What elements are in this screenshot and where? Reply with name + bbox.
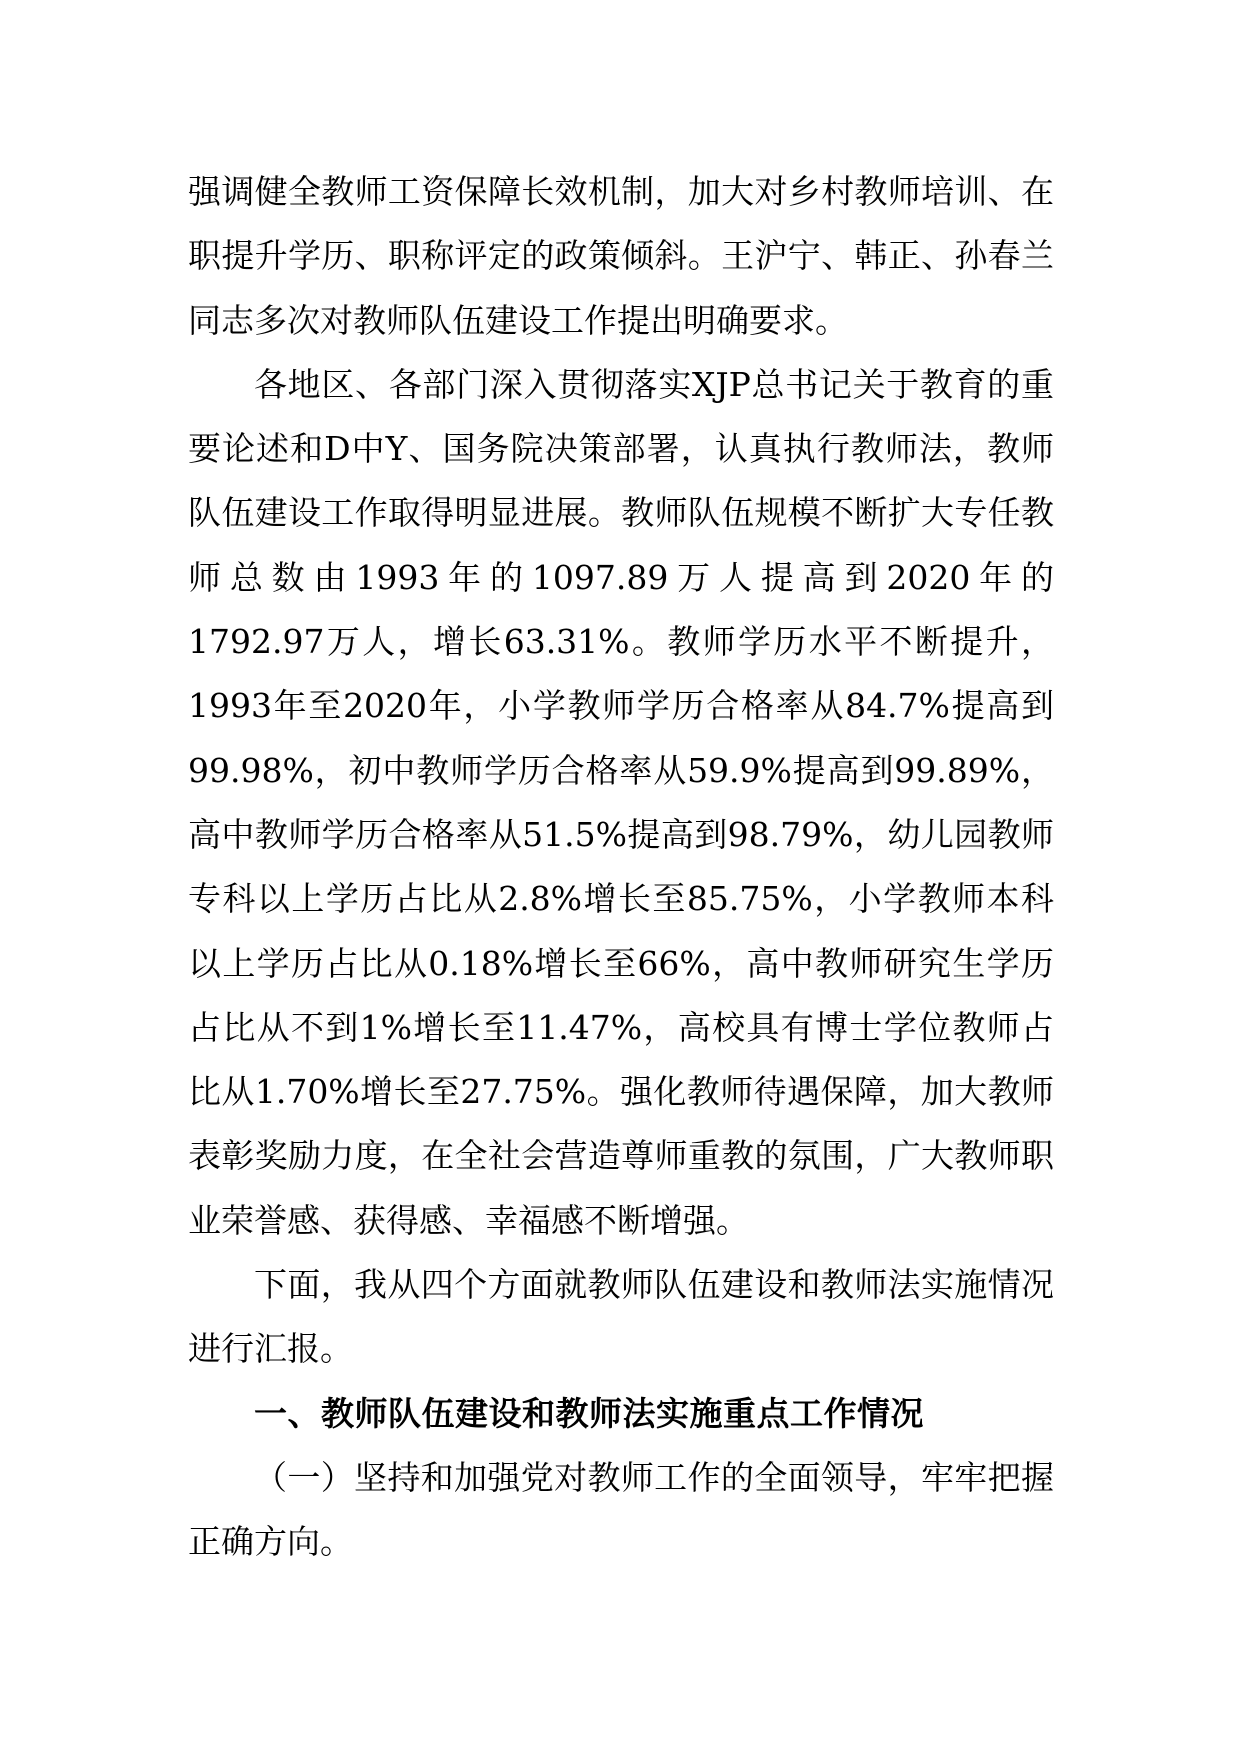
paragraph-continuation: 强调健全教师工资保障长效机制，加大对乡村教师培训、在职提升学历、职称评定的政策倾斜。王沪宁、韩正、孙春兰同志多次对教师队伍建设工作提出明确要求。 xyxy=(188,172,1054,340)
section-heading: 一、教师队伍建设和教师法实施重点工作情况 xyxy=(254,1393,924,1433)
paragraph-progress-summary: 各地区、各部门深入贯彻落实XJP总书记关于教育的重要论述和D中Y、国务院决策部署，认真执行教师法，教师队伍建设工作取得明显进展。教师队伍规模不断扩大专任教师总数由1993年的1097.89万人提高到2020年的1792.97万人，增长63.31%。教师学历水平不断提升，1993年至2020年，小学教师学历合格率从84.7%提高到99.98%，初中教师学历合格率从59.9%提高到99.89%，高中教师学历合格率从51.5%提高到98.79%，幼儿园教师专科以上学历占比从2.8%增长至85.75%，小学教师本科以上学历占比从0.18%增长至66%，高中教师研究生学历占比从不到1%增长至11.47%，高校具有博士学位教师占比从1.70%增长至27.75%。强化教师待遇保障，加大教师表彰奖励力度，在全社会营造尊师重教的氛围，广大教师职业荣誉感、获得感、幸福感不断增强。 xyxy=(188,364,1054,1240)
subsection-heading: （一）坚持和加强党对教师工作的全面领导，牢牢把握正确方向。 xyxy=(188,1457,1054,1562)
document-body xyxy=(188,160,1054,1575)
paragraph-report-intro: 下面，我从四个方面就教师队伍建设和教师法实施情况进行汇报。 xyxy=(188,1265,1054,1369)
